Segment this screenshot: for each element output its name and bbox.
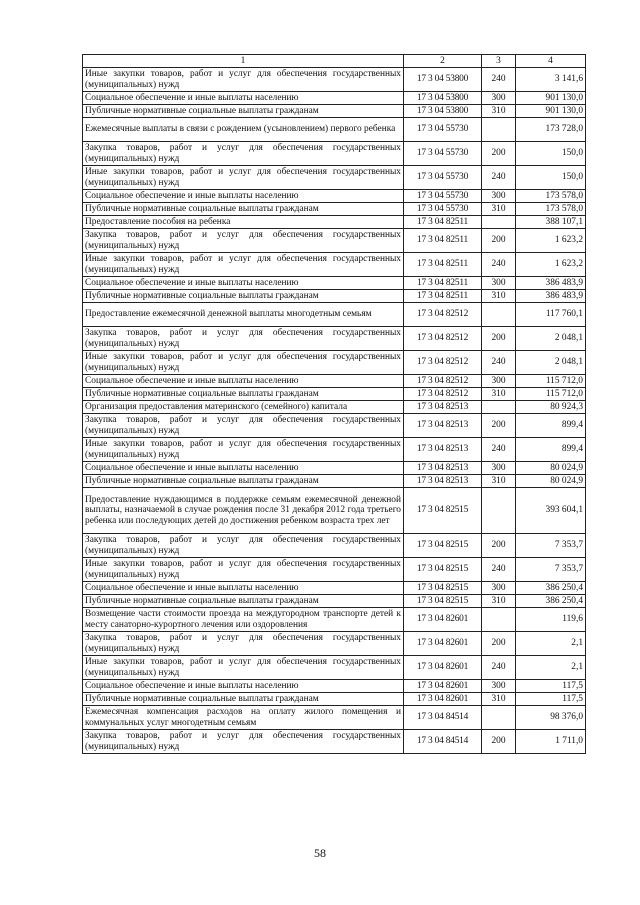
row-amount-cell: 117,5	[516, 693, 586, 706]
row-code-cell: 17 3 04 55730	[404, 166, 482, 190]
row-code-cell: 17 3 04 82512	[404, 388, 482, 401]
row-name-cell: Предоставление пособия на ребенка	[83, 216, 404, 229]
row-code-cell: 17 3 04 82512	[404, 327, 482, 351]
row-name-cell: Возмещение части стоимости проезда на междугородном транспорте детей к месту санаторно-курортного лечения или оздоровления	[83, 608, 404, 632]
row-code-cell: 17 3 04 82601	[404, 608, 482, 632]
row-name-cell: Организация предоставления материнского (семейного) капитала	[83, 401, 404, 414]
table-row	[83, 534, 586, 558]
row-type-cell	[482, 608, 516, 632]
row-amount-cell: 2 048,1	[516, 327, 586, 351]
row-code-cell: 17 3 04 84514	[404, 730, 482, 754]
table-row	[83, 92, 586, 105]
row-name-cell: Закупка товаров, работ и услуг для обеспечения государственных (муниципальных) нужд	[83, 229, 404, 253]
row-type-cell: 200	[482, 142, 516, 166]
page-number: 58	[314, 846, 326, 860]
row-type-cell: 310	[482, 203, 516, 216]
row-code-cell: 17 3 04 82515	[404, 582, 482, 595]
table-row	[83, 438, 586, 462]
header-cell-name: 1	[83, 55, 404, 68]
table-row	[83, 730, 586, 754]
row-code-cell: 17 3 04 82511	[404, 229, 482, 253]
table-row	[83, 632, 586, 656]
row-amount-cell: 1 623,2	[516, 253, 586, 277]
row-name-cell: Иные закупки товаров, работ и услуг для обеспечения государственных (муниципальных) нужд	[83, 253, 404, 277]
row-type-cell: 200	[482, 327, 516, 351]
row-amount-cell: 386 250,4	[516, 595, 586, 608]
row-name-cell: Социальное обеспечение и иные выплаты населению	[83, 190, 404, 203]
table-row	[83, 118, 586, 142]
row-amount-cell: 2,1	[516, 656, 586, 680]
row-type-cell: 240	[482, 253, 516, 277]
row-amount-cell: 2 048,1	[516, 351, 586, 375]
row-name-cell: Предоставление нуждающимся в поддержке семьям ежемесячной денежной выплаты, назначаемой в случае рождения после 31 декабря 2012 года третьего ребенка или последующих детей до достижения ребенком возраста трех лет	[83, 488, 404, 534]
row-amount-cell: 80 024,9	[516, 462, 586, 475]
header-cell-code: 2	[404, 55, 482, 68]
row-type-cell: 240	[482, 438, 516, 462]
table-row	[83, 656, 586, 680]
row-amount-cell: 117 760,1	[516, 303, 586, 327]
row-name-cell: Закупка товаров, работ и услуг для обеспечения государственных (муниципальных) нужд	[83, 327, 404, 351]
table-row	[83, 290, 586, 303]
row-amount-cell: 119,6	[516, 608, 586, 632]
row-amount-cell: 173 578,0	[516, 203, 586, 216]
row-type-cell	[482, 488, 516, 534]
row-type-cell: 310	[482, 475, 516, 488]
row-type-cell: 300	[482, 190, 516, 203]
row-type-cell: 300	[482, 462, 516, 475]
table-row	[83, 142, 586, 166]
row-code-cell: 17 3 04 82513	[404, 438, 482, 462]
row-amount-cell: 1 623,2	[516, 229, 586, 253]
table-row	[83, 105, 586, 118]
table-row	[83, 608, 586, 632]
row-code-cell: 17 3 04 55730	[404, 203, 482, 216]
row-name-cell: Ежемесячные выплаты в связи с рождением (усыновлением) первого ребенка	[83, 118, 404, 142]
table-row	[83, 253, 586, 277]
row-code-cell: 17 3 04 82512	[404, 303, 482, 327]
row-amount-cell: 115 712,0	[516, 375, 586, 388]
row-name-cell: Публичные нормативные социальные выплаты гражданам	[83, 693, 404, 706]
row-type-cell: 200	[482, 414, 516, 438]
row-amount-cell: 901 130,0	[516, 92, 586, 105]
table-row	[83, 375, 586, 388]
row-code-cell: 17 3 04 82601	[404, 693, 482, 706]
table-row	[83, 680, 586, 693]
row-amount-cell: 899,4	[516, 414, 586, 438]
row-type-cell: 300	[482, 92, 516, 105]
row-amount-cell: 80 924,3	[516, 401, 586, 414]
row-name-cell: Социальное обеспечение и иные выплаты населению	[83, 462, 404, 475]
row-name-cell: Иные закупки товаров, работ и услуг для обеспечения государственных (муниципальных) нужд	[83, 656, 404, 680]
row-name-cell: Социальное обеспечение и иные выплаты населению	[83, 277, 404, 290]
row-name-cell: Иные закупки товаров, работ и услуг для обеспечения государственных (муниципальных) нужд	[83, 558, 404, 582]
table-row	[83, 216, 586, 229]
row-type-cell	[482, 401, 516, 414]
row-amount-cell: 2,1	[516, 632, 586, 656]
table-row	[83, 706, 586, 730]
row-name-cell: Предоставление ежемесячной денежной выплаты многодетным семьям	[83, 303, 404, 327]
row-code-cell: 17 3 04 82515	[404, 488, 482, 534]
table-row	[83, 203, 586, 216]
header-cell-type: 3	[482, 55, 516, 68]
row-type-cell: 240	[482, 656, 516, 680]
row-type-cell: 300	[482, 680, 516, 693]
row-code-cell: 17 3 04 82511	[404, 277, 482, 290]
row-name-cell: Закупка товаров, работ и услуг для обеспечения государственных (муниципальных) нужд	[83, 142, 404, 166]
row-name-cell: Закупка товаров, работ и услуг для обеспечения государственных (муниципальных) нужд	[83, 414, 404, 438]
row-type-cell: 300	[482, 582, 516, 595]
table-row	[83, 414, 586, 438]
row-code-cell: 17 3 04 82515	[404, 534, 482, 558]
row-name-cell: Иные закупки товаров, работ и услуг для обеспечения государственных (муниципальных) нужд	[83, 351, 404, 375]
row-amount-cell: 1 711,0	[516, 730, 586, 754]
table-row	[83, 488, 586, 534]
row-type-cell: 240	[482, 351, 516, 375]
row-type-cell	[482, 706, 516, 730]
row-code-cell: 17 3 04 82511	[404, 253, 482, 277]
row-type-cell: 200	[482, 229, 516, 253]
table-header-row	[83, 55, 586, 68]
row-amount-cell: 7 353,7	[516, 558, 586, 582]
row-code-cell: 17 3 04 53800	[404, 68, 482, 92]
row-amount-cell: 393 604,1	[516, 488, 586, 534]
row-name-cell: Закупка товаров, работ и услуг для обеспечения государственных (муниципальных) нужд	[83, 534, 404, 558]
row-amount-cell: 3 141,6	[516, 68, 586, 92]
row-name-cell: Иные закупки товаров, работ и услуг для обеспечения государственных (муниципальных) нужд	[83, 166, 404, 190]
row-name-cell: Закупка товаров, работ и услуг для обеспечения государственных (муниципальных) нужд	[83, 730, 404, 754]
table-row	[83, 229, 586, 253]
row-code-cell: 17 3 04 82513	[404, 401, 482, 414]
row-name-cell: Публичные нормативные социальные выплаты гражданам	[83, 105, 404, 118]
table-row	[83, 595, 586, 608]
table-row	[83, 190, 586, 203]
row-code-cell: 17 3 04 82601	[404, 656, 482, 680]
row-code-cell: 17 3 04 53800	[404, 105, 482, 118]
row-code-cell: 17 3 04 84514	[404, 706, 482, 730]
row-amount-cell: 388 107,1	[516, 216, 586, 229]
table-row	[83, 462, 586, 475]
row-name-cell: Социальное обеспечение и иные выплаты населению	[83, 92, 404, 105]
row-code-cell: 17 3 04 82513	[404, 414, 482, 438]
table-row	[83, 303, 586, 327]
row-amount-cell: 386 250,4	[516, 582, 586, 595]
row-code-cell: 17 3 04 82512	[404, 351, 482, 375]
row-amount-cell: 115 712,0	[516, 388, 586, 401]
row-code-cell: 17 3 04 82515	[404, 595, 482, 608]
row-name-cell: Закупка товаров, работ и услуг для обеспечения государственных (муниципальных) нужд	[83, 632, 404, 656]
row-amount-cell: 98 376,0	[516, 706, 586, 730]
row-type-cell	[482, 216, 516, 229]
row-amount-cell: 7 353,7	[516, 534, 586, 558]
row-name-cell: Ежемесячная компенсация расходов на оплату жилого помещения и коммунальных услуг многодетным семьям	[83, 706, 404, 730]
row-amount-cell: 117,5	[516, 680, 586, 693]
row-name-cell: Социальное обеспечение и иные выплаты населению	[83, 680, 404, 693]
row-amount-cell: 150,0	[516, 166, 586, 190]
row-type-cell: 200	[482, 534, 516, 558]
row-name-cell: Публичные нормативные социальные выплаты гражданам	[83, 388, 404, 401]
row-code-cell: 17 3 04 82601	[404, 632, 482, 656]
row-code-cell: 17 3 04 53800	[404, 92, 482, 105]
row-amount-cell: 173 578,0	[516, 190, 586, 203]
row-amount-cell: 386 483,9	[516, 277, 586, 290]
row-amount-cell: 386 483,9	[516, 290, 586, 303]
row-type-cell	[482, 118, 516, 142]
table-row	[83, 582, 586, 595]
row-code-cell: 17 3 04 82513	[404, 462, 482, 475]
row-code-cell: 17 3 04 55730	[404, 142, 482, 166]
row-code-cell: 17 3 04 82511	[404, 290, 482, 303]
table-row	[83, 327, 586, 351]
table-row	[83, 388, 586, 401]
row-code-cell: 17 3 04 55730	[404, 190, 482, 203]
row-type-cell: 240	[482, 68, 516, 92]
row-type-cell: 310	[482, 693, 516, 706]
row-amount-cell: 173 728,0	[516, 118, 586, 142]
table-body	[83, 68, 586, 754]
budget-table	[82, 54, 586, 754]
row-amount-cell: 901 130,0	[516, 105, 586, 118]
table-row	[83, 351, 586, 375]
row-code-cell: 17 3 04 55730	[404, 118, 482, 142]
row-type-cell: 300	[482, 375, 516, 388]
row-type-cell: 310	[482, 105, 516, 118]
row-type-cell: 240	[482, 166, 516, 190]
row-name-cell: Публичные нормативные социальные выплаты гражданам	[83, 290, 404, 303]
row-code-cell: 17 3 04 82601	[404, 680, 482, 693]
row-name-cell: Иные закупки товаров, работ и услуг для обеспечения государственных (муниципальных) нужд	[83, 68, 404, 92]
row-type-cell: 200	[482, 632, 516, 656]
row-amount-cell: 80 024,9	[516, 475, 586, 488]
row-code-cell: 17 3 04 82511	[404, 216, 482, 229]
table-row	[83, 68, 586, 92]
row-name-cell: Публичные нормативные социальные выплаты гражданам	[83, 595, 404, 608]
row-type-cell: 200	[482, 730, 516, 754]
header-cell-amount: 4	[516, 55, 586, 68]
row-name-cell: Социальное обеспечение и иные выплаты населению	[83, 375, 404, 388]
row-name-cell: Публичные нормативные социальные выплаты гражданам	[83, 203, 404, 216]
table-row	[83, 475, 586, 488]
table-row	[83, 401, 586, 414]
row-code-cell: 17 3 04 82513	[404, 475, 482, 488]
row-type-cell	[482, 303, 516, 327]
table-row	[83, 558, 586, 582]
row-type-cell: 300	[482, 277, 516, 290]
table-row	[83, 166, 586, 190]
row-type-cell: 310	[482, 388, 516, 401]
row-type-cell: 310	[482, 290, 516, 303]
row-name-cell: Социальное обеспечение и иные выплаты населению	[83, 582, 404, 595]
row-name-cell: Иные закупки товаров, работ и услуг для обеспечения государственных (муниципальных) нужд	[83, 438, 404, 462]
row-type-cell: 240	[482, 558, 516, 582]
row-code-cell: 17 3 04 82515	[404, 558, 482, 582]
row-amount-cell: 899,4	[516, 438, 586, 462]
row-name-cell: Публичные нормативные социальные выплаты гражданам	[83, 475, 404, 488]
row-amount-cell: 150,0	[516, 142, 586, 166]
row-type-cell: 310	[482, 595, 516, 608]
table-row	[83, 693, 586, 706]
row-code-cell: 17 3 04 82512	[404, 375, 482, 388]
table-row	[83, 277, 586, 290]
